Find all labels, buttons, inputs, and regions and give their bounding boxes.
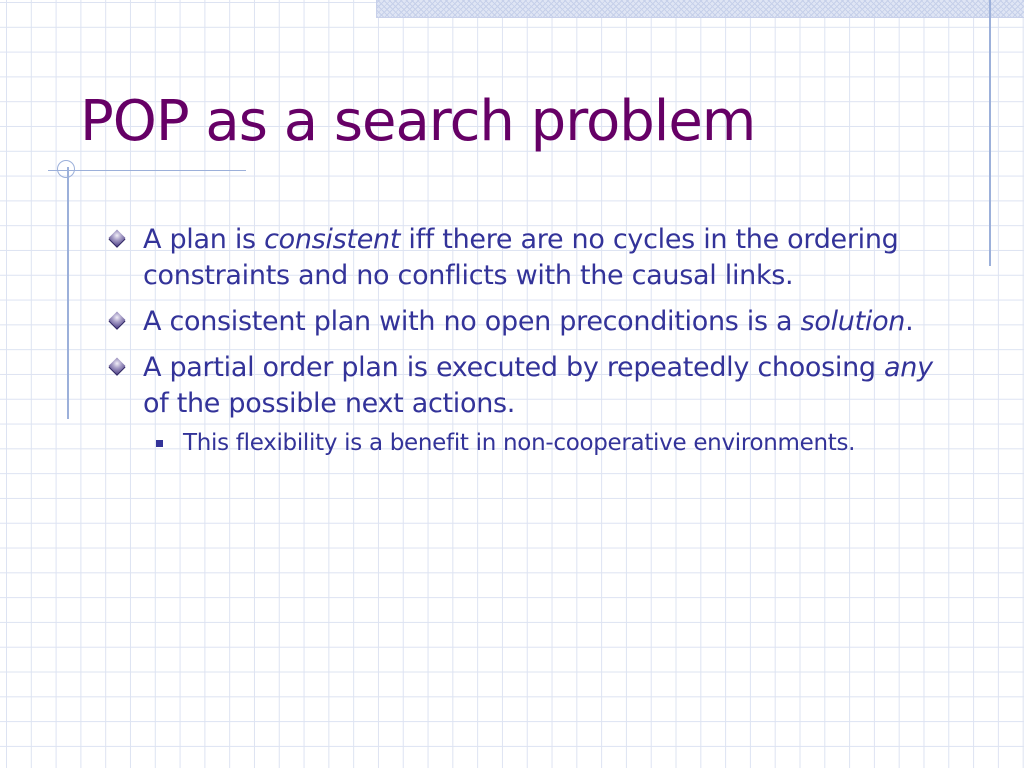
header-decoration-band [376, 0, 1024, 18]
bullet-text-part: A plan is [143, 224, 265, 255]
slide-body [106, 222, 946, 459]
sub-bullet-item [156, 428, 946, 459]
bullet-item [106, 350, 946, 422]
bullet-text [143, 222, 946, 294]
bullet-text-part: of the possible next actions. [143, 388, 516, 419]
slide-title: POP as a search problem [80, 89, 756, 154]
bullet-item [106, 304, 946, 340]
bullet-emphasis: consistent [264, 224, 401, 255]
diamond-bullet-icon [109, 358, 126, 375]
crosshair-ornament-icon [57, 160, 75, 178]
bullet-emphasis: solution [800, 306, 906, 337]
sub-bullet-text: This flexibility is a benefit in non-cooperative environments. [183, 430, 856, 456]
bullet-text-part: A consistent plan with no open preconditions is a [143, 306, 801, 337]
diamond-bullet-icon [109, 230, 126, 247]
bullet-text-part: . [905, 306, 914, 337]
left-accent-line [67, 167, 69, 419]
square-bullet-icon [156, 440, 163, 447]
bullet-emphasis: any [884, 352, 933, 383]
bullet-text-part: A partial order plan is executed by repeatedly choosing [143, 352, 885, 383]
bullet-text [143, 350, 946, 422]
bullet-text [143, 304, 946, 340]
right-accent-line [989, 0, 991, 266]
diamond-bullet-icon [109, 312, 126, 329]
title-underline-accent [48, 170, 246, 171]
bullet-text-part: iff there are no cycles in the ordering constraints and no conflicts with the causal links. [143, 224, 899, 291]
bullet-item [106, 222, 946, 294]
